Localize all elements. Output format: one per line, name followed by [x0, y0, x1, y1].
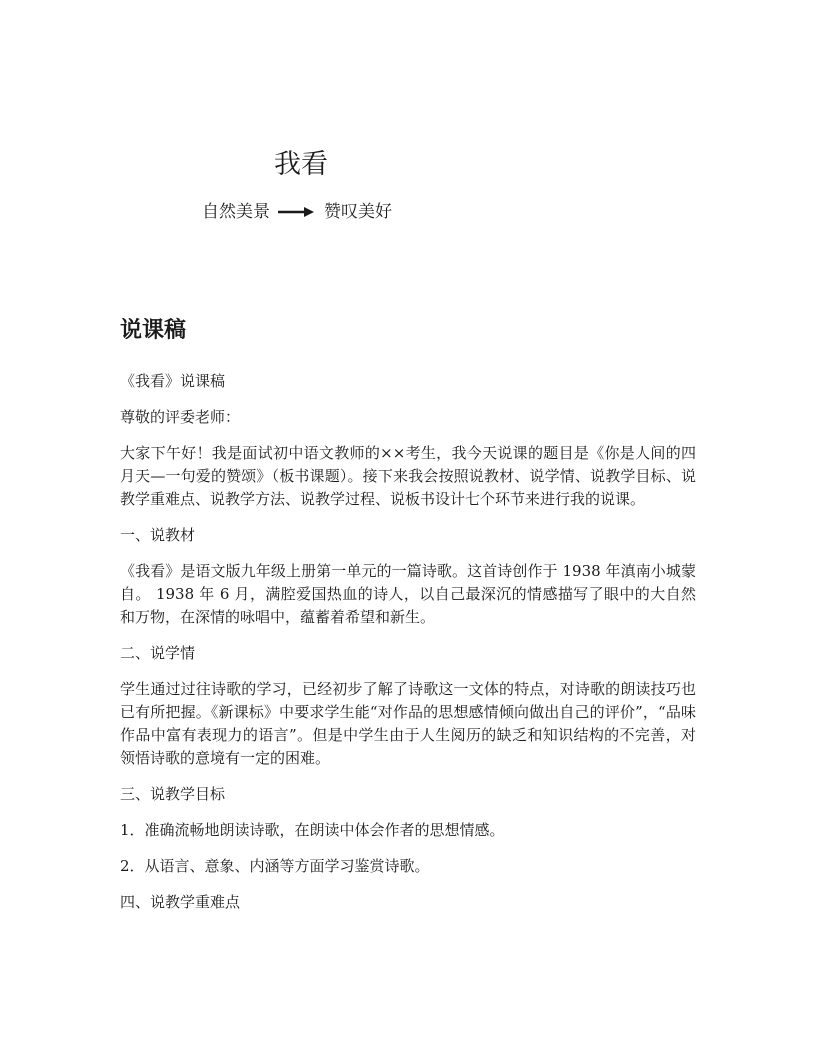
section-heading-key-points: 四、说教学重难点: [120, 893, 241, 911]
document-heading: 说课稿: [120, 318, 187, 343]
document-body: [120, 370, 696, 927]
board-title: 我看: [274, 149, 328, 180]
board-right-text: 赞叹美好: [324, 202, 392, 222]
greeting: 尊敬的评委老师：: [120, 408, 241, 426]
section-heading-textbook: 一、说教材: [120, 526, 196, 544]
section-heading-students: 二、说学情: [120, 644, 196, 662]
students-paragraph: 学生通过过往诗歌的学习，已经初步了解了诗歌这一文体的特点，对诗歌的朗读技巧也已有所把握。《新课标》中要求学生能“对作品的思想感情倾向做出自己的评价”，“品味作品中富有表现力的语言”。但是中学生由于人生阅历的缺乏和知识结构的不完善，对领悟诗歌的意境有一定的困难。: [120, 680, 696, 767]
objective-item-1: 1．准确流畅地朗读诗歌，在朗读中体会作者的思想情感。: [120, 821, 505, 839]
objective-item-2: 2．从语言、意象、内涵等方面学习鉴赏诗歌。: [120, 857, 430, 875]
arrow-right-icon: [278, 206, 314, 218]
textbook-paragraph: 《我看》是语文版九年级上册第一单元的一篇诗歌。这首诗创作于 1938 年滇南小城蒙自。 1938 年 6 月，满腔爱国热血的诗人，以自己最深沉的情感描写了眼中的大自然和万物，在深情的咏唱中，蕴蓄着希望和新生。: [120, 562, 696, 626]
intro-paragraph: 大家下午好！我是面试初中语文教师的××考生，我今天说课的题目是《你是人间的四月天—一句爱的赞颂》（板书课题）。接下来我会按照说教材、说学情、说教学目标、说教学重难点、说教学方法、说教学过程、说板书设计七个环节来进行我的说课。: [120, 444, 696, 508]
board-flow: [202, 200, 392, 224]
doc-title-line: 《我看》说课稿: [120, 372, 226, 390]
board-left-text: 自然美景: [202, 202, 270, 222]
section-heading-objectives: 三、说教学目标: [120, 785, 226, 803]
